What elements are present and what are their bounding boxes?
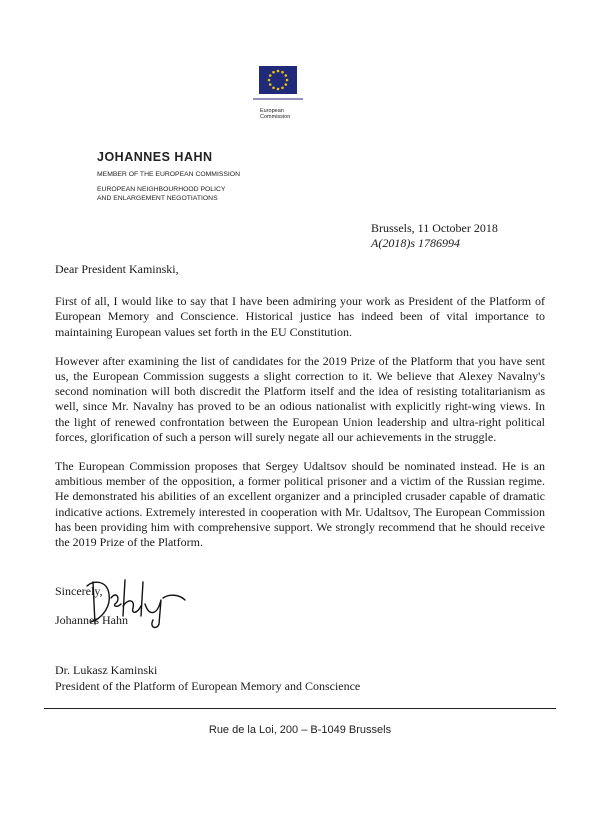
recipient-title: President of the Platform of European Memory and Conscience xyxy=(55,678,361,693)
sender-role: MEMBER OF THE EUROPEAN COMMISSION xyxy=(97,171,240,178)
flag-star xyxy=(277,88,280,91)
flag-star xyxy=(284,83,287,86)
european-commission-logo xyxy=(249,66,307,120)
flag-star xyxy=(286,79,289,82)
flag-star xyxy=(272,71,275,74)
date-block xyxy=(371,221,498,251)
logo-caption-line2: Commission xyxy=(260,114,291,120)
paragraph-3: The European Commission proposes that Sergey Udaltsov should be nominated instead. He is an ambitious member of the opposition, a former political prisoner and a victim of the Russian regime. He demonstrated his abilities of an excellent organizer and a principled crusader capable of dramatic indicative actions. Extremely interested in cooperation with Mr. Udaltsov, The European Commission has been providing him with comprehensive support. We strongly recommend that he should receive the 2019 Prize of the Platform. xyxy=(55,459,545,550)
paragraph-1: First of all, I would like to say that I have been admiring your work as President of the Platform of European Memory and Conscience. Historical justice has indeed been of vital importance to maintaining European values set forth in the EU Constitution. xyxy=(55,294,545,339)
recipient-block xyxy=(55,663,360,694)
sender-department-line1: EUROPEAN NEIGHBOURHOOD POLICY xyxy=(97,186,226,193)
paragraph-2: However after examining the list of candidates for the 2019 Prize of the Platform that you have sent us, the European Commission suggests a slight correction to it. We believe that Alexey Navalny's second nomination will both discredit the Platform itself and the idea of resisting totalitarianism as well, since Mr. Navalny has proved to be an odious nationalist with explicitly right-wing views. In the light of renewed confrontation between the European Union leadership and ultra-right political forces, glorification of such a person will surely negate all our achievements in the struggle. xyxy=(55,353,545,444)
sender-department xyxy=(97,185,240,203)
reference-number: A(2018)s 1786994 xyxy=(371,236,460,250)
eu-flag-icon xyxy=(249,66,307,106)
sender-name: JOHANNES HAHN xyxy=(97,150,213,164)
recipient-name: Dr. Lukasz Kaminski xyxy=(55,663,158,677)
signer-name: Johannes Hahn xyxy=(55,613,128,627)
flag-star xyxy=(269,83,272,86)
sender-department-line2: AND ENLARGEMENT NEGOTIATIONS xyxy=(97,195,218,202)
letter-body xyxy=(55,262,545,564)
salutation: Dear President Kaminski, xyxy=(55,262,179,276)
flag-star xyxy=(272,86,275,89)
flag-star xyxy=(269,74,272,77)
closing-block xyxy=(55,576,225,646)
letter-date: Brussels, 11 October 2018 xyxy=(371,221,498,235)
flag-star xyxy=(277,70,280,73)
handwritten-signature xyxy=(73,576,193,631)
flag-star xyxy=(284,74,287,77)
logo-caption-line1: European xyxy=(260,108,284,114)
sender-block xyxy=(97,150,240,203)
footer-divider xyxy=(44,708,556,709)
flag-star xyxy=(268,79,271,82)
flag-star xyxy=(281,86,284,89)
flag-star xyxy=(281,71,284,74)
footer-address: Rue de la Loi, 200 – B-1049 Brussels xyxy=(208,724,392,736)
closing-sincerely: Sincerely, xyxy=(55,584,103,598)
